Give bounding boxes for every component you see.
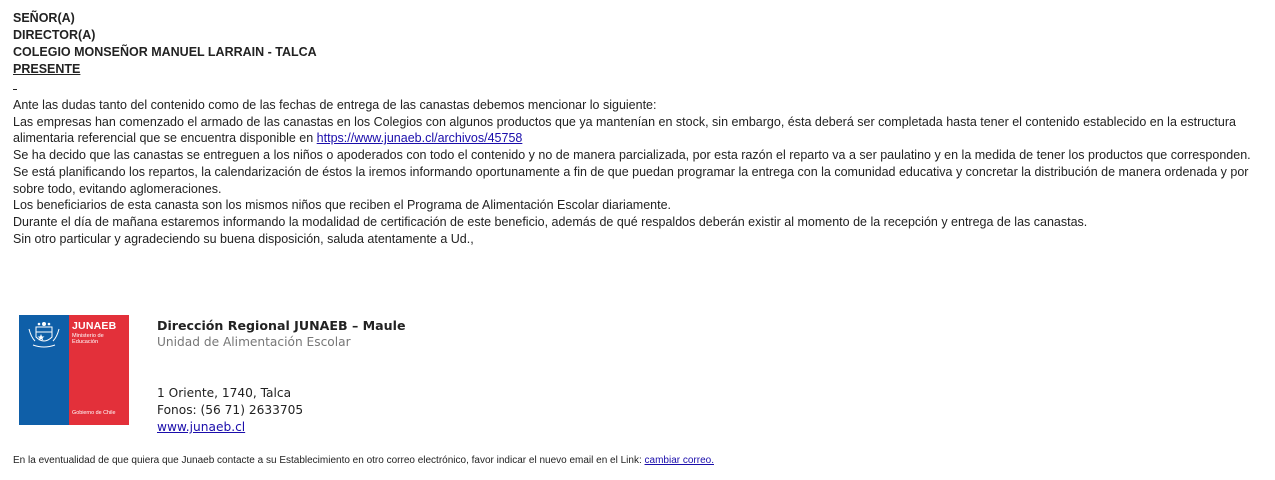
paragraph-1-text: Las empresas han comenzado el armado de las canastas en los Colegios con algunos productos que ya mantenían en stock, sin embargo, ésta deberá ser completada hasta tener el contenido establecido en la estructura alimentaria referencial que se encuentra disponible en [13, 114, 1236, 146]
junaeb-logo [19, 315, 129, 425]
logo-ministry: Ministerio de Educación [72, 333, 104, 346]
letter-paragraph-5: Durante el día de mañana estaremos informando la modalidad de certificación de este beneficio, además de qué respaldos deberán existir al momento de la recepción y entrega de las canastas. [13, 214, 1088, 229]
signature-website-link[interactable]: www.junaeb.cl [157, 420, 246, 434]
letter-closing: Sin otro particular y agradeciendo su buena disposición, saluda atentamente a Ud., [13, 231, 474, 246]
letter-paragraph-2: Se ha decido que las canastas se entreguen a los niños o apoderados con todo el contenido y no de manera parcializada, por esta razón el reparto va a ser paulatino y en la medida de tener los productos que corresponden. [13, 148, 1251, 163]
recipient-header [13, 10, 317, 78]
recipient-school: COLEGIO MONSEÑOR MANUEL LARRAIN - TALCA [13, 45, 317, 59]
logo-brand: JUNAEB [72, 320, 117, 332]
change-email-link[interactable]: cambiar correo. [644, 455, 714, 466]
signature-phone: Fonos: (56 71) 2633705 [157, 403, 304, 417]
footer-text: En la eventualidad de que quiera que Junaeb contacte a su Establecimiento en otro correo electrónico, favor indicar el nuevo email en el Link: [13, 455, 645, 466]
letter-paragraph-4: Los beneficiarios de esta canasta son los mismos niños que reciben el Programa de Alimentación Escolar diariamente. [13, 198, 671, 213]
letter-intro: Ante las dudas tanto del contenido como de las fechas de entrega de las canastas debemos mencionar lo siguiente: [13, 98, 657, 112]
email-signature [157, 317, 405, 436]
archivos-link[interactable]: https://www.junaeb.cl/archivos/45758 [316, 131, 523, 146]
logo-blue-panel [19, 315, 69, 425]
coat-of-arms-icon [25, 319, 63, 351]
divider-dash [13, 87, 1253, 97]
recipient-role: DIRECTOR(A) [13, 28, 96, 42]
recipient-title: SEÑOR(A) [13, 11, 75, 25]
logo-government: Gobierno de Chile [72, 410, 116, 416]
letter-paragraph-1 [13, 114, 1253, 147]
signature-unit: Unidad de Alimentación Escolar [157, 335, 351, 349]
letter-paragraph-3: Se está planificando los repartos, la calendarización de éstos la iremos informando oportunamente a fin de que puedan programar la entrega con la comunidad educativa y concretar la distribución de manera ordenada y por sobre todo, evitando aglomeraciones. [13, 164, 1249, 196]
letter-body [13, 87, 1253, 247]
footer-note [13, 455, 714, 466]
recipient-presente: PRESENTE [13, 62, 81, 76]
signature-name: Dirección Regional JUNAEB – Maule [157, 318, 406, 333]
signature-address: 1 Oriente, 1740, Talca [157, 386, 292, 400]
logo-red-panel [69, 315, 129, 425]
